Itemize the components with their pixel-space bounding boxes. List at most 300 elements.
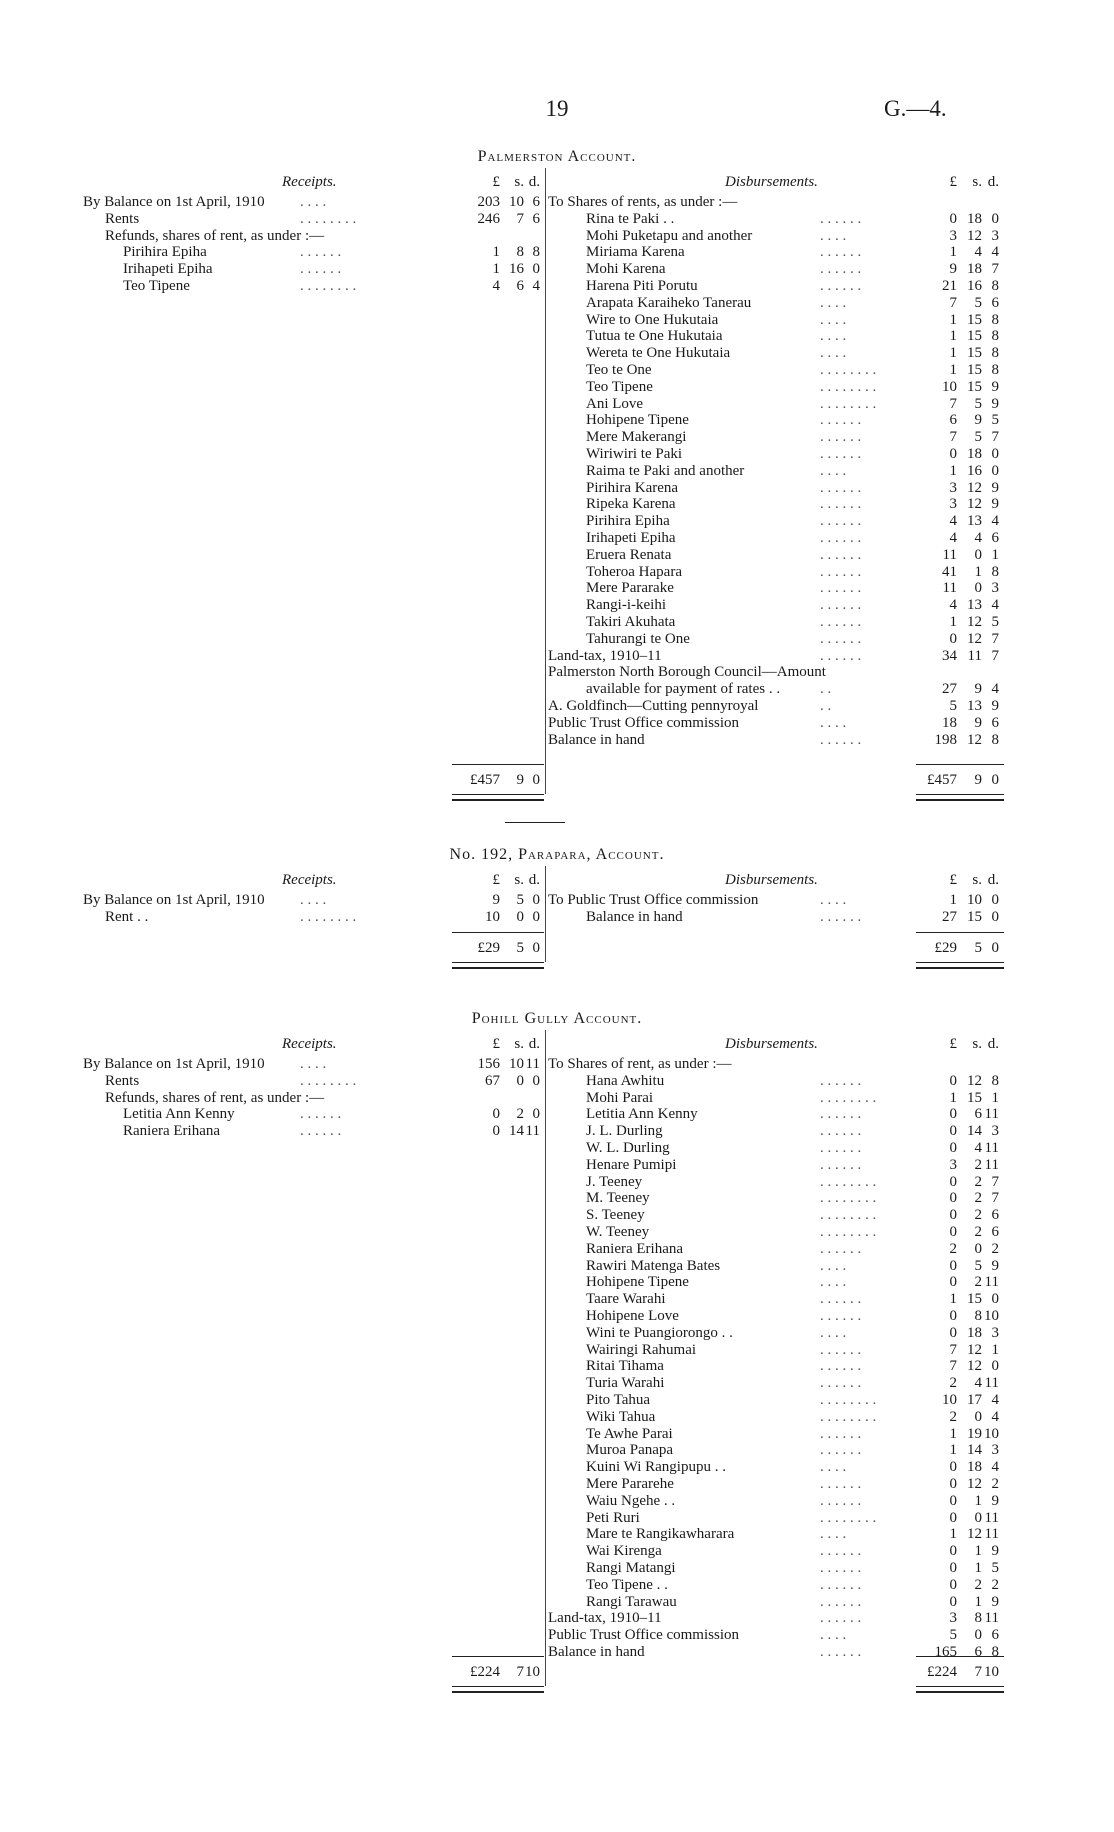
disbursement-pounds: 0 [949, 1560, 957, 1576]
leader-dots: . . . . [820, 227, 847, 244]
disbursement-description: Wini te Puangiorongo . . [586, 1324, 733, 1341]
disbursement-row [0, 1543, 1114, 1560]
disbursement-pence: 0 [991, 908, 999, 925]
disbursement-row [0, 648, 1114, 665]
disbursement-row [0, 379, 1114, 396]
disbursement-pence: 7 [991, 1173, 999, 1190]
disbursement-row [0, 1476, 1114, 1493]
disbursement-pence: 4 [991, 244, 999, 261]
receipt-pence: 4 [532, 278, 540, 294]
leader-dots: . . . . [820, 714, 847, 731]
total-double-rule [916, 1691, 1004, 1693]
disbursement-pence: 8 [991, 311, 999, 328]
disbursement-pounds: 41 [942, 563, 957, 580]
disbursement-shillings: 10 [967, 892, 982, 908]
disbursement-pence: 0 [991, 446, 999, 462]
disbursement-row [0, 396, 1114, 413]
section-title-prefix: No. 192, [449, 846, 514, 863]
disbursement-row [0, 463, 1114, 480]
disbursement-pounds: 0 [949, 446, 957, 462]
column-header-row [0, 872, 1114, 889]
disbursement-shillings: 15 [967, 1089, 982, 1106]
disbursement-row [0, 513, 1114, 530]
disbursement-description: Raima te Paki and another [586, 462, 745, 479]
disbursements-total-pounds: £224 [927, 1664, 957, 1680]
disbursement-row [0, 1610, 1114, 1627]
disbursement-pence: 11 [984, 1106, 999, 1123]
pence-unit-header: d. [528, 1036, 540, 1052]
disbursement-pounds: 34 [942, 647, 957, 664]
receipts-total-pence: 0 [532, 772, 540, 788]
disbursement-shillings: 12 [967, 1341, 982, 1358]
disbursement-row [0, 1258, 1114, 1275]
leader-dots: . . . . . . [820, 261, 862, 278]
disbursement-shillings: 1 [974, 1593, 982, 1610]
leader-dots: . . [820, 698, 832, 714]
pound-unit-header: £ [492, 174, 500, 190]
disbursement-description: Wereta te One Hukutaia [586, 345, 731, 362]
disbursement-row [0, 1140, 1114, 1157]
disbursement-pence: 9 [991, 1593, 999, 1610]
disbursement-pounds: 3 [949, 1610, 957, 1627]
disbursement-pence: 8 [991, 345, 999, 362]
leader-dots: . . . . . . [820, 563, 862, 580]
disbursement-pounds: 0 [949, 1190, 957, 1207]
shilling-unit-header: s. [972, 174, 982, 190]
disbursement-description: Mohi Karena [586, 261, 666, 278]
disbursement-description: Hohipene Tipene [586, 412, 689, 429]
leader-dots: . . . . . . . . [820, 1190, 877, 1207]
leader-dots: . . . . [820, 462, 847, 479]
disbursement-description: W. L. Durling [586, 1140, 670, 1156]
disbursement-description: Hohipene Tipene [586, 1274, 689, 1291]
disbursement-shillings: 12 [967, 496, 982, 513]
disbursement-description: Rangi-i-keihi [586, 597, 666, 614]
disbursement-row [0, 1526, 1114, 1543]
leader-dots: . . [820, 681, 832, 698]
disbursement-description: Ani Love [586, 395, 644, 412]
leader-dots: . . . . [300, 1056, 327, 1072]
disbursement-description: Eruera Renata [586, 546, 672, 563]
disbursement-row [0, 597, 1114, 614]
disbursement-row [0, 278, 1114, 295]
disbursement-description: Hana Awhitu [586, 1072, 665, 1089]
total-rule-top [452, 764, 544, 765]
disbursement-shillings: 1 [974, 1543, 982, 1560]
leader-dots: . . . . . . [820, 1308, 862, 1324]
receipt-pounds: 0 [492, 1123, 500, 1140]
section-title-text: Parapara, Account. [518, 846, 665, 863]
total-double-rule [916, 799, 1004, 801]
receipt-shillings: 10 [509, 194, 524, 210]
disbursement-pounds: 0 [949, 1576, 957, 1593]
disbursement-row [0, 564, 1114, 581]
disbursement-pence: 3 [991, 227, 999, 244]
disbursement-row [0, 580, 1114, 597]
disbursement-row [0, 429, 1114, 446]
disbursement-description: To Shares of rent, as under :— [548, 1056, 732, 1072]
disbursement-pounds: 18 [942, 714, 957, 731]
receipt-description: Irihapeti Epiha [123, 261, 213, 278]
disbursement-pence: 8 [991, 1644, 999, 1660]
disbursement-shillings: 18 [967, 1459, 982, 1476]
disbursement-pounds: 1 [949, 244, 957, 261]
disbursement-row [0, 1358, 1114, 1375]
disbursement-row [0, 1627, 1114, 1644]
disbursement-pounds: 0 [949, 1140, 957, 1156]
total-row [0, 940, 1114, 957]
shilling-unit-header: s. [514, 1036, 524, 1052]
disbursement-pence: 3 [991, 1324, 999, 1341]
disbursement-pounds: 10 [942, 1392, 957, 1408]
receipt-description: By Balance on 1st April, 1910 [83, 194, 265, 210]
disbursement-pence: 11 [984, 1526, 999, 1543]
disbursement-description: Rawiri Matenga Bates [586, 1257, 721, 1274]
disbursement-description: Balance in hand [586, 908, 683, 925]
disbursements-total-shillings: 9 [974, 772, 982, 788]
disbursement-row [0, 715, 1114, 732]
disbursement-description: Land-tax, 1910–11 [548, 1610, 662, 1627]
disbursement-description: Te Awhe Parai [586, 1425, 673, 1442]
disbursement-shillings: 13 [967, 513, 982, 530]
disbursement-pounds: 21 [942, 278, 957, 294]
disbursement-pence: 0 [991, 1291, 999, 1308]
disbursement-description: Toheroa Hapara [586, 563, 682, 580]
leader-dots: . . . . [820, 345, 847, 362]
disbursement-pence: 11 [984, 1140, 999, 1156]
disbursements-total-pence: 10 [984, 1664, 999, 1680]
page-number: 19 [545, 96, 569, 121]
receipt-pounds: 156 [477, 1056, 500, 1072]
disbursement-pence: 2 [991, 1476, 999, 1492]
receipt-description: Raniera Erihana [123, 1123, 221, 1140]
disbursement-pence: 9 [991, 496, 999, 513]
disbursement-description: Pirihira Karena [586, 479, 679, 496]
disbursement-row [0, 1274, 1114, 1291]
leader-dots: . . . . . . . . [820, 1408, 877, 1425]
disbursement-description: Mere Pararake [586, 580, 674, 597]
leader-dots: . . . . . . [820, 496, 862, 513]
disbursement-description: To Shares of rents, as under :— [548, 194, 738, 210]
disbursement-pence: 7 [991, 429, 999, 446]
leader-dots: . . . . . . [300, 1123, 342, 1140]
receipt-description: Letitia Ann Kenny [123, 1106, 235, 1123]
disbursement-row [0, 698, 1114, 715]
disbursement-shillings: 2 [974, 1207, 982, 1224]
disbursement-pounds: 1 [949, 1089, 957, 1106]
disbursement-description: Arapata Karaiheko Tanerau [586, 294, 752, 311]
leader-dots: . . . . . . [820, 1543, 862, 1560]
disbursement-pence: 7 [991, 647, 999, 664]
pence-unit-header: d. [987, 872, 999, 888]
disbursement-shillings: 12 [967, 227, 982, 244]
total-row [0, 1664, 1114, 1681]
disbursement-pounds: 1 [949, 362, 957, 378]
disbursement-row [0, 1123, 1114, 1140]
leader-dots: . . . . . . . . [820, 362, 877, 378]
leader-dots: . . . . . . [820, 1341, 862, 1358]
leader-dots: . . . . . . [820, 429, 862, 446]
total-double-rule [452, 1691, 544, 1693]
disbursement-row [0, 1325, 1114, 1342]
total-rule-top [452, 1656, 544, 1657]
disbursement-shillings: 11 [967, 647, 982, 664]
leader-dots: . . . . . . [820, 1375, 862, 1392]
disbursement-shillings: 17 [967, 1392, 982, 1408]
leader-dots: . . . . . . . . [820, 1392, 877, 1408]
leader-dots: . . . . [820, 1627, 847, 1644]
disbursement-pounds: 0 [949, 630, 957, 647]
disbursement-shillings: 12 [967, 731, 982, 748]
disbursement-description: Letitia Ann Kenny [586, 1106, 698, 1123]
disbursement-pence: 9 [991, 698, 999, 714]
disbursement-pence: 9 [991, 1257, 999, 1274]
total-double-rule [916, 967, 1004, 969]
disbursement-shillings: 12 [967, 614, 982, 630]
leader-dots: . . . . . . [820, 446, 862, 462]
disbursement-shillings: 1 [974, 563, 982, 580]
disbursement-description: Henare Pumipi [586, 1156, 677, 1173]
disbursement-shillings: 0 [974, 580, 982, 597]
receipt-pence: 11 [525, 1123, 540, 1140]
receipts-total-shillings: 7 [516, 1664, 524, 1680]
leader-dots: . . . . . . [820, 1123, 862, 1140]
disbursement-shillings: 15 [967, 328, 982, 345]
disbursement-shillings: 8 [974, 1610, 982, 1627]
leader-dots: . . . . . . [820, 731, 862, 748]
leader-dots: . . . . . . [820, 1476, 862, 1492]
disbursement-shillings: 14 [967, 1123, 982, 1140]
total-double-rule [452, 794, 544, 795]
disbursement-row [0, 681, 1114, 698]
disbursement-pence: 4 [991, 1459, 999, 1476]
total-double-rule [452, 1686, 544, 1687]
disbursement-pounds: 4 [949, 597, 957, 614]
disbursement-pence: 6 [991, 1224, 999, 1240]
disbursement-description: Tahurangi te One [586, 630, 690, 647]
disbursement-pence: 8 [991, 328, 999, 345]
disbursement-pence: 7 [991, 261, 999, 278]
leader-dots: . . . . . . . . [820, 1173, 877, 1190]
section-title-text: Palmerston Account. [477, 148, 637, 165]
disbursement-shillings: 14 [967, 1442, 982, 1459]
receipt-description: Pirihira Epiha [123, 244, 207, 261]
disbursement-pence: 3 [991, 1442, 999, 1459]
disbursement-pence: 6 [991, 1627, 999, 1644]
disbursement-pence: 1 [991, 1341, 999, 1358]
leader-dots: . . . . . . . . [820, 378, 877, 395]
receipt-description: Refunds, shares of rent, as under :— [105, 227, 325, 244]
disbursement-row [0, 261, 1114, 278]
disbursement-shillings: 5 [974, 429, 982, 446]
shilling-unit-header: s. [972, 872, 982, 888]
receipts-header: Receipts. [282, 174, 337, 190]
receipt-pounds: 0 [492, 1106, 500, 1123]
leader-dots: . . . . [820, 1257, 847, 1274]
disbursement-pence: 4 [991, 681, 999, 698]
disbursement-pence: 9 [991, 1543, 999, 1560]
disbursement-pence: 10 [984, 1425, 999, 1442]
leader-dots: . . . . . . [820, 1425, 862, 1442]
leader-dots: . . . . . . [820, 647, 862, 664]
disbursement-pounds: 0 [949, 1123, 957, 1140]
disbursement-pence: 8 [991, 563, 999, 580]
leader-dots: . . . . . . [820, 1156, 862, 1173]
leader-dots: . . . . . . [820, 908, 862, 925]
disbursement-row [0, 446, 1114, 463]
disbursement-description: Teo Tipene . . [586, 1576, 668, 1593]
disbursement-shillings: 18 [967, 210, 982, 227]
section-divider-rule [505, 822, 565, 823]
disbursement-pence: 8 [991, 731, 999, 748]
receipts-total-pounds: £457 [470, 772, 500, 788]
disbursement-shillings: 15 [967, 1291, 982, 1308]
leader-dots: . . . . . . [300, 1106, 342, 1123]
leader-dots: . . . . . . [820, 210, 862, 227]
section-title [0, 148, 1114, 166]
receipts-total-pence: 10 [525, 1664, 540, 1680]
pound-unit-header: £ [492, 1036, 500, 1052]
disbursement-description: Teo Tipene [586, 378, 653, 395]
disbursement-description: Pirihira Epiha [586, 513, 670, 530]
receipt-shillings: 16 [509, 261, 524, 278]
disbursement-row [0, 1442, 1114, 1459]
disbursement-pence: 6 [991, 294, 999, 311]
receipt-pence: 11 [525, 1056, 540, 1072]
receipt-shillings: 10 [509, 1056, 524, 1072]
receipt-shillings: 14 [509, 1123, 524, 1140]
leader-dots: . . . . . . [820, 614, 862, 630]
disbursement-pence: 1 [991, 546, 999, 563]
disbursement-pence: 0 [991, 462, 999, 479]
disbursement-row [0, 892, 1114, 909]
receipt-pounds: 10 [485, 908, 500, 925]
disbursement-shillings: 2 [974, 1224, 982, 1240]
disbursement-shillings: 9 [974, 714, 982, 731]
disbursement-description: Mere Makerangi [586, 429, 687, 446]
disbursement-pence: 0 [991, 892, 999, 908]
leader-dots: . . . . [820, 1526, 847, 1543]
disbursement-description: W. Teeney [586, 1224, 650, 1240]
total-rule-top [452, 932, 544, 933]
leader-dots: . . . . . . [820, 597, 862, 614]
disbursement-description: Wiriwiri te Paki [586, 446, 683, 462]
disbursement-pounds: 0 [949, 1308, 957, 1324]
disbursement-shillings: 15 [967, 311, 982, 328]
disbursement-row [0, 1157, 1114, 1174]
leader-dots: . . . . . . . . [300, 210, 357, 227]
disbursement-description: Muroa Panapa [586, 1442, 674, 1459]
disbursement-pounds: 1 [949, 614, 957, 630]
disbursement-pounds: 0 [949, 1224, 957, 1240]
disbursement-shillings: 5 [974, 395, 982, 412]
disbursement-shillings: 13 [967, 597, 982, 614]
disbursement-pounds: 10 [942, 378, 957, 395]
total-double-rule [452, 967, 544, 969]
disbursement-row [0, 312, 1114, 329]
disbursement-pounds: 7 [949, 395, 957, 412]
disbursement-shillings: 12 [967, 630, 982, 647]
leader-dots: . . . . . . [820, 1492, 862, 1509]
disbursement-pence: 4 [991, 1408, 999, 1425]
disbursement-shillings: 1 [974, 1492, 982, 1509]
leader-dots: . . . . . . [820, 1593, 862, 1610]
disbursement-description: Pito Tahua [586, 1392, 651, 1408]
leader-dots: . . . . [820, 1459, 847, 1476]
receipt-pounds: 9 [492, 892, 500, 908]
leader-dots: . . . . [820, 1274, 847, 1291]
disbursement-pence: 10 [984, 1308, 999, 1324]
disbursement-pounds: 5 [949, 1627, 957, 1644]
pound-unit-header: £ [949, 174, 957, 190]
disbursement-shillings: 8 [974, 1308, 982, 1324]
pence-unit-header: d. [987, 1036, 999, 1052]
disbursement-pence: 2 [991, 1576, 999, 1593]
disbursement-description: Mare te Rangikawharara [586, 1526, 735, 1543]
pound-unit-header: £ [949, 1036, 957, 1052]
disbursement-description: Public Trust Office commission [548, 714, 739, 731]
receipts-total-pounds: £224 [470, 1664, 500, 1680]
disbursement-pounds: 1 [949, 1291, 957, 1308]
disbursement-pounds: 6 [949, 412, 957, 429]
disbursement-description: Turia Warahi [586, 1375, 665, 1392]
disbursement-pence: 11 [984, 1610, 999, 1627]
disbursement-row [0, 244, 1114, 261]
disbursement-shillings: 15 [967, 345, 982, 362]
disbursement-row [0, 194, 1114, 211]
receipt-shillings: 0 [516, 1072, 524, 1089]
disbursement-row [0, 1409, 1114, 1426]
disbursement-pounds: 1 [949, 1442, 957, 1459]
disbursement-shillings: 0 [974, 1408, 982, 1425]
disbursement-description: To Public Trust Office commission [548, 892, 759, 908]
disbursement-pence: 4 [991, 597, 999, 614]
disbursement-pounds: 0 [949, 1274, 957, 1291]
disbursement-row [0, 614, 1114, 631]
section-title-text: Pohill Gully Account. [471, 1010, 643, 1027]
disbursement-shillings: 5 [974, 1257, 982, 1274]
disbursement-pounds: 7 [949, 1341, 957, 1358]
receipt-pounds: 67 [485, 1072, 500, 1089]
leader-dots: . . . . . . [820, 244, 862, 261]
disbursement-pounds: 3 [949, 479, 957, 496]
disbursement-description: Kuini Wi Rangipupu . . [586, 1459, 726, 1476]
leader-dots: . . . . . . [820, 580, 862, 597]
disbursement-shillings: 4 [974, 530, 982, 546]
disbursement-shillings: 0 [974, 1240, 982, 1257]
disbursement-pence: 3 [991, 1123, 999, 1140]
disbursement-row [0, 1342, 1114, 1359]
disbursement-pence: 2 [991, 1240, 999, 1257]
column-header-row [0, 1036, 1114, 1053]
disbursement-pence: 4 [991, 1392, 999, 1408]
pound-unit-header: £ [949, 872, 957, 888]
disbursement-shillings: 2 [974, 1576, 982, 1593]
disbursement-pounds: 3 [949, 496, 957, 513]
disbursement-description: Wire to One Hukutaia [586, 311, 719, 328]
leader-dots: . . . . . . . . [300, 908, 357, 925]
disbursement-pounds: 3 [949, 227, 957, 244]
leader-dots: . . . . [820, 892, 847, 908]
shilling-unit-header: s. [972, 1036, 982, 1052]
disbursements-total-pounds: £457 [927, 772, 957, 788]
disbursement-pence: 8 [991, 362, 999, 378]
disbursement-pounds: 5 [949, 698, 957, 714]
disbursement-description: Public Trust Office commission [548, 1627, 739, 1644]
receipts-total-shillings: 9 [516, 772, 524, 788]
disbursement-description: Hohipene Love [586, 1308, 679, 1324]
receipt-pence: 6 [532, 194, 540, 210]
